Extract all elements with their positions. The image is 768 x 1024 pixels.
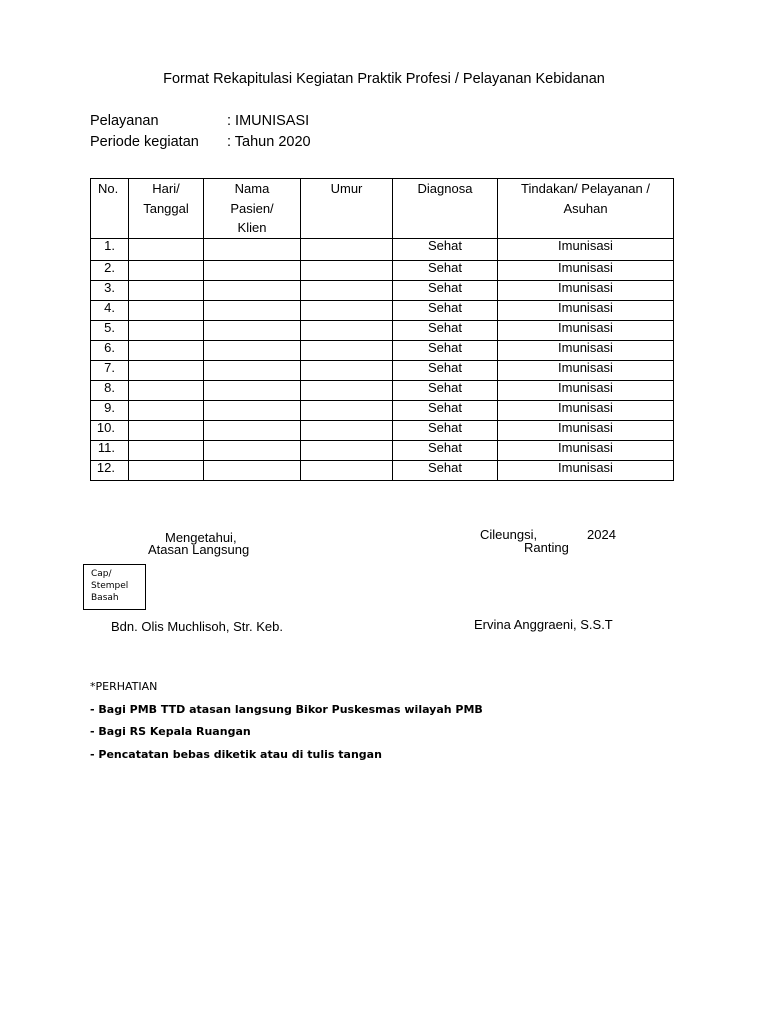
header-umur [301,179,393,239]
cell-tindakan: Imunisasi [498,280,674,300]
cell-nama [204,400,301,420]
cell-nama [204,280,301,300]
cell-no: 4. [91,300,129,320]
table-row [91,420,674,440]
cell-tindakan: Imunisasi [498,440,674,460]
header-tindakan-line2: Asuhan [563,200,608,216]
cell-tindakan: Imunisasi [498,238,674,260]
cell-tanggal [129,238,204,260]
header-tindakan-line1: Tindakan/ Pelayanan / [521,181,650,196]
header-hari-line2: Tanggal [143,200,189,216]
signature-year: 2024 [587,527,616,542]
cell-umur [301,440,393,460]
cell-no: 10. [91,420,129,440]
header-nama-line2: Pasien/ [230,200,274,216]
cell-no: 12. [91,460,129,480]
stamp-line-2: Stempel [91,581,129,591]
header-nama-pasien [204,179,301,239]
cell-diagnosa: Sehat [393,300,498,320]
cell-umur [301,420,393,440]
table-row [91,460,674,480]
cell-tanggal [129,300,204,320]
cell-no: 6. [91,340,129,360]
cell-nama [204,340,301,360]
cell-tindakan: Imunisasi [498,300,674,320]
cell-no: 8. [91,380,129,400]
signature-place: Cileungsi, [480,527,538,542]
cell-no: 7. [91,360,129,380]
table-row [91,360,674,380]
header-umur-label: Umur [330,181,363,196]
cell-tindakan: Imunisasi [498,380,674,400]
cell-nama [204,238,301,260]
cell-nama [204,440,301,460]
cell-umur [301,340,393,360]
cell-umur [301,360,393,380]
notes-heading: *PERHATIAN [90,680,158,693]
cell-tanggal [129,440,204,460]
header-hari-line1: Hari/ [152,181,180,196]
stamp-placeholder-box [83,564,146,610]
cell-tanggal [129,460,204,480]
header-nama-line1: Nama [234,181,270,196]
cell-tanggal [129,260,204,280]
cell-umur [301,460,393,480]
signature-left-name: Bdn. Olis Muchlisoh, Str. Keb. [111,619,283,634]
cell-tanggal [129,360,204,380]
header-diagnosa-label: Diagnosa [417,181,473,196]
cell-tindakan: Imunisasi [498,420,674,440]
cell-tindakan: Imunisasi [498,360,674,380]
cell-tindakan: Imunisasi [498,340,674,360]
table-row [91,380,674,400]
cell-diagnosa: Sehat [393,280,498,300]
cell-nama [204,360,301,380]
note-item: - Pencatatan bebas diketik atau di tulis tangan [90,748,382,761]
cell-diagnosa: Sehat [393,460,498,480]
cell-umur [301,400,393,420]
stamp-line-1: Cap/ [91,569,112,579]
cell-nama [204,260,301,280]
cell-tindakan: Imunisasi [498,400,674,420]
cell-no: 11. [91,440,129,460]
cell-umur [301,280,393,300]
signature-right-heading: Ranting [524,540,569,555]
cell-diagnosa: Sehat [393,238,498,260]
note-item: - Bagi PMB TTD atasan langsung Bikor Puskesmas wilayah PMB [90,703,483,716]
note-item: - Bagi RS Kepala Ruangan [90,725,251,738]
table-row [91,300,674,320]
cell-nama [204,420,301,440]
cell-diagnosa: Sehat [393,320,498,340]
table-row [91,340,674,360]
table-row [91,260,674,280]
cell-diagnosa: Sehat [393,440,498,460]
table-row [91,440,674,460]
cell-umur [301,260,393,280]
meta-value-periode: : Tahun 2020 [227,134,311,150]
cell-tindakan: Imunisasi [498,320,674,340]
header-diagnosa [393,179,498,239]
cell-umur [301,320,393,340]
cell-diagnosa: Sehat [393,380,498,400]
recap-table [90,178,674,481]
cell-no: 2. [91,260,129,280]
cell-tanggal [129,340,204,360]
cell-diagnosa: Sehat [393,420,498,440]
cell-nama [204,300,301,320]
table-header-row [91,179,674,239]
cell-tindakan: Imunisasi [498,460,674,480]
cell-diagnosa: Sehat [393,360,498,380]
cell-tanggal [129,380,204,400]
table-row [91,320,674,340]
cell-no: 5. [91,320,129,340]
table-row [91,280,674,300]
signature-right-name: Ervina Anggraeni, S.S.T [474,617,613,632]
cell-no: 3. [91,280,129,300]
meta-label-periode: Periode kegiatan [90,134,199,150]
cell-tanggal [129,280,204,300]
cell-nama [204,380,301,400]
header-nama-line3: Klien [237,220,267,235]
table-row [91,400,674,420]
header-tindakan [498,179,674,239]
cell-diagnosa: Sehat [393,340,498,360]
cell-nama [204,320,301,340]
header-hari-tanggal [129,179,204,239]
cell-tindakan: Imunisasi [498,260,674,280]
cell-tanggal [129,400,204,420]
cell-diagnosa: Sehat [393,400,498,420]
cell-diagnosa: Sehat [393,260,498,280]
stamp-line-3: Basah [91,593,119,603]
header-no-label: No. [98,181,119,196]
signature-left-heading-1: Mengetahui, [165,530,237,545]
cell-umur [301,300,393,320]
cell-umur [301,380,393,400]
cell-nama [204,460,301,480]
cell-no: 1. [91,238,129,260]
cell-tanggal [129,320,204,340]
signature-left-heading-2: Atasan Langsung [148,542,250,557]
meta-value-pelayanan: : IMUNISASI [227,113,310,129]
table-row [91,238,674,260]
cell-no: 9. [91,400,129,420]
header-no [91,179,129,239]
meta-label-pelayanan: Pelayanan [90,113,159,129]
document-title: Format Rekapitulasi Kegiatan Praktik Profesi / Pelayanan Kebidanan [163,71,605,87]
cell-umur [301,238,393,260]
cell-tanggal [129,420,204,440]
